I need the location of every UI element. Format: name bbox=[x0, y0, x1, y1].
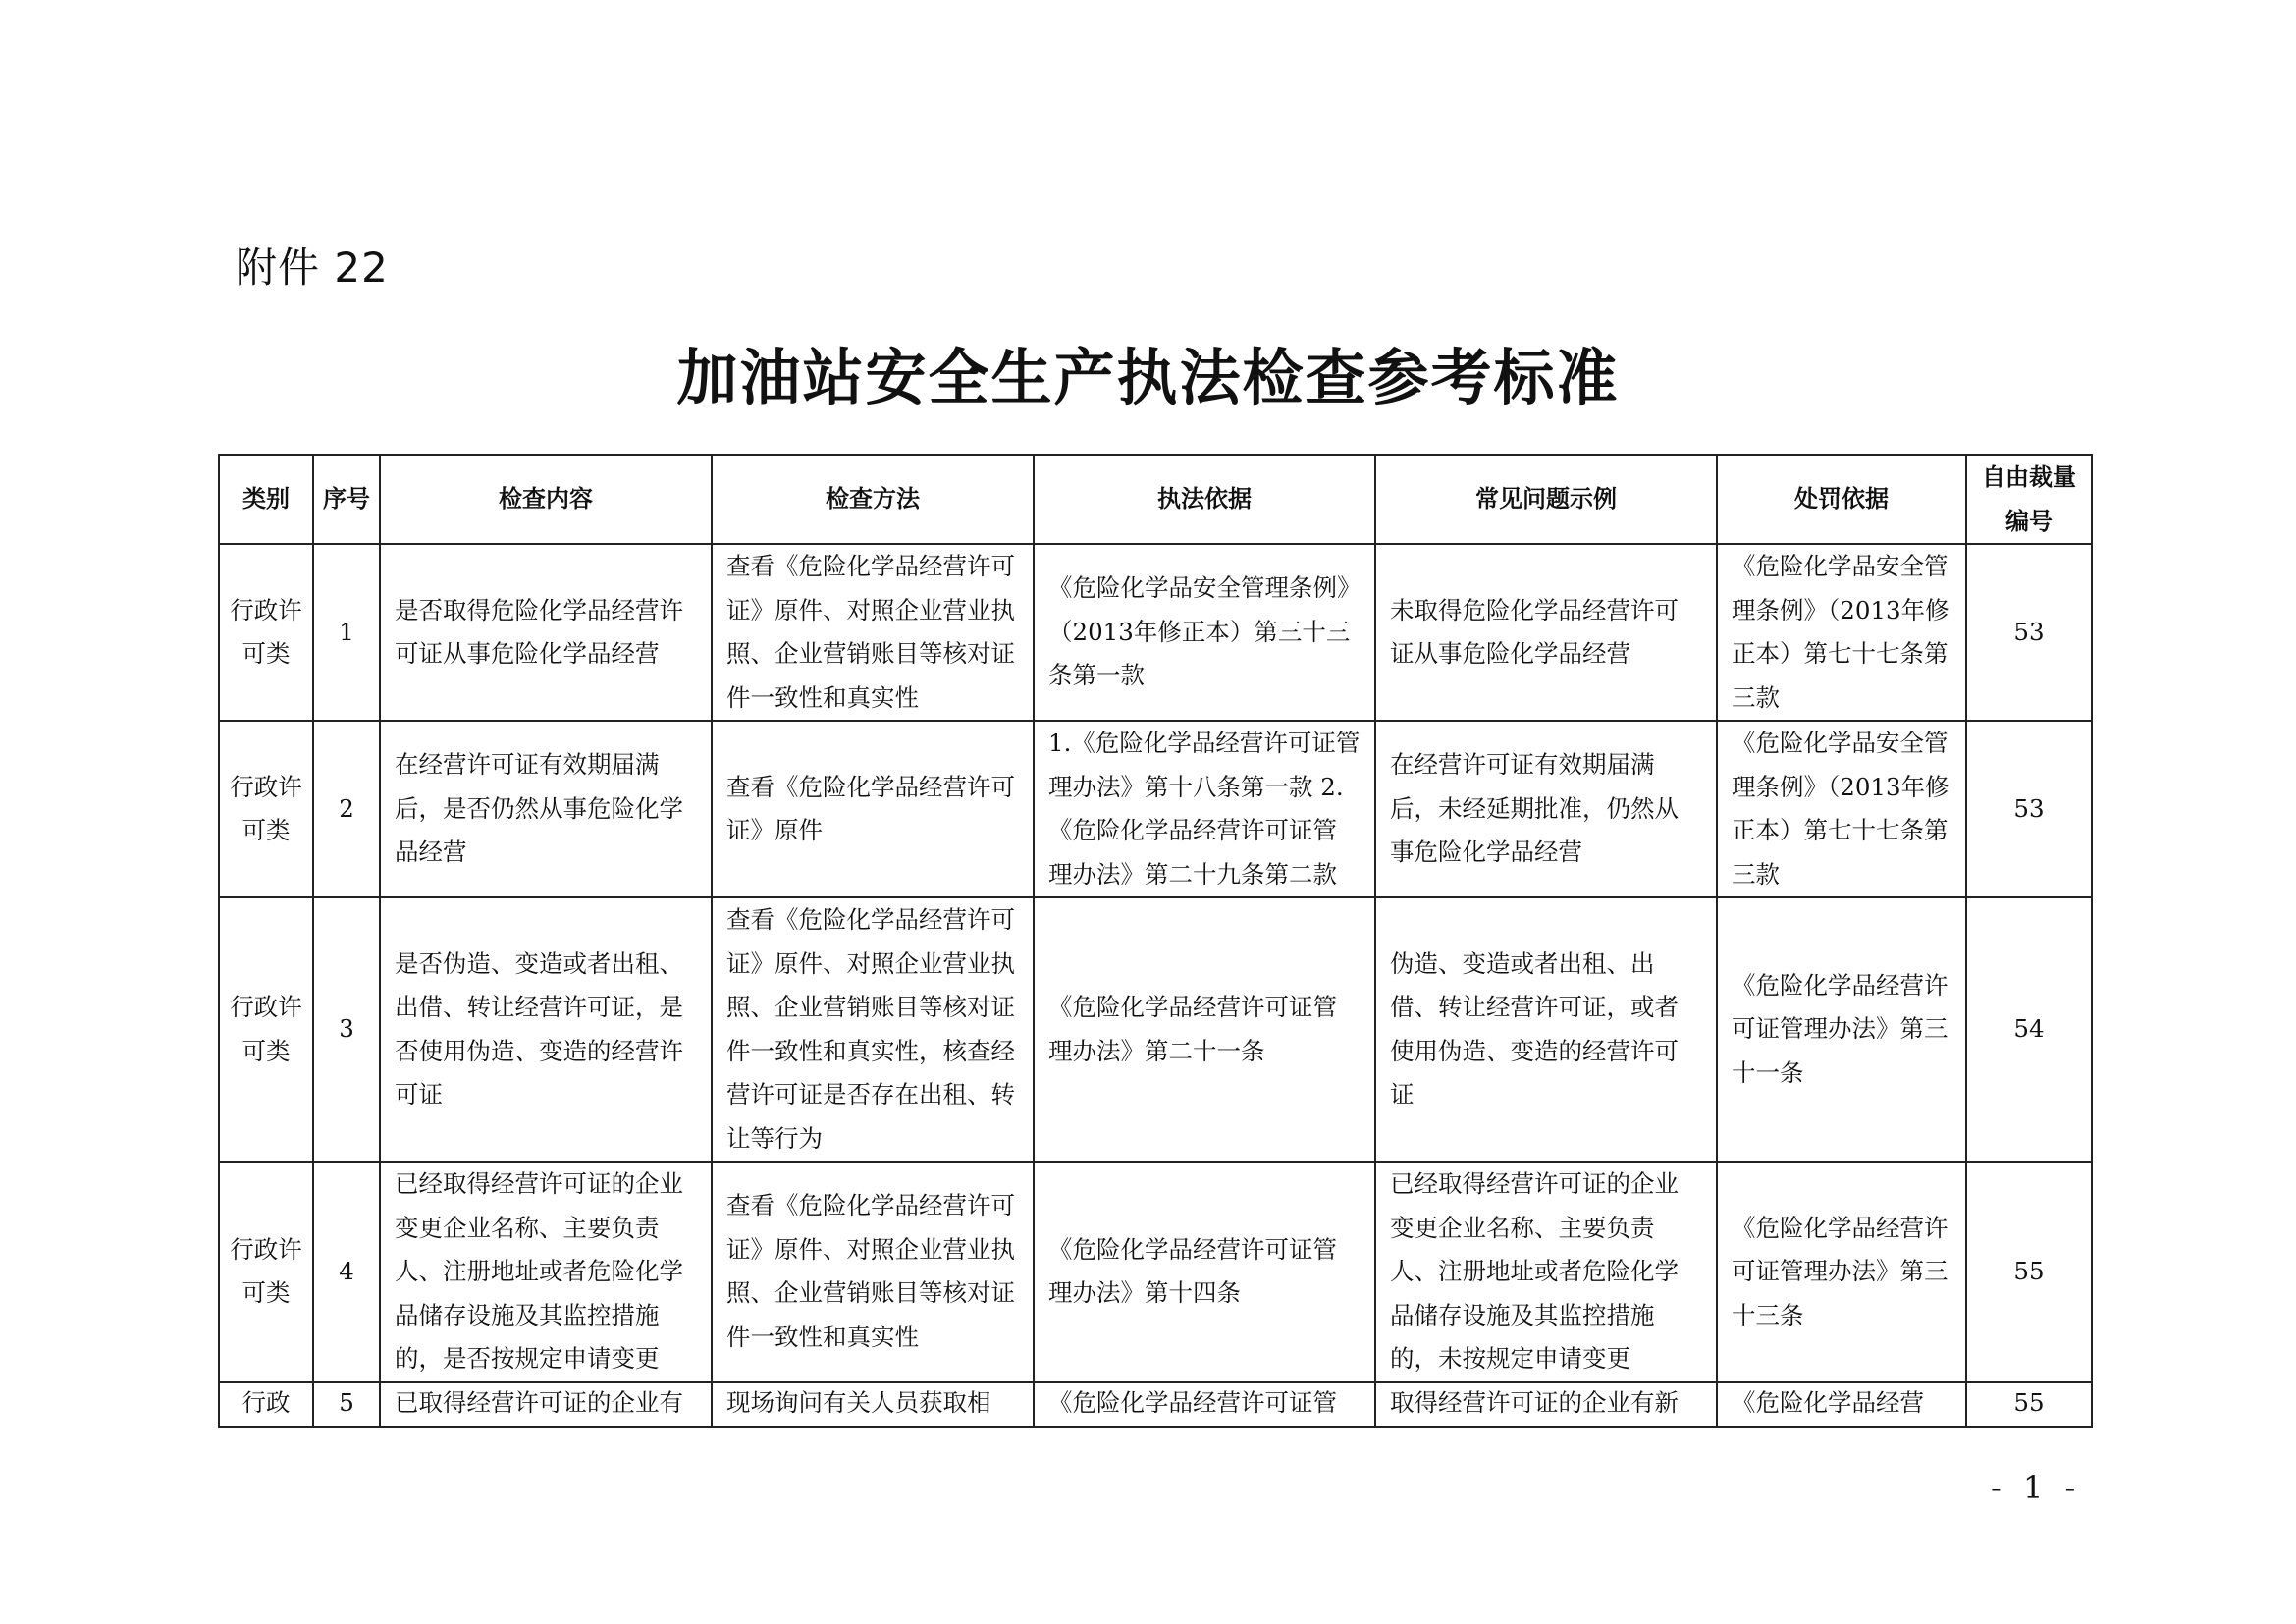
cell-code: 55 bbox=[1966, 1162, 2092, 1382]
cell-category: 行政许可类 bbox=[219, 1162, 313, 1382]
column-header-code: 自由裁量编号 bbox=[1966, 455, 2092, 544]
cell-category: 行政 bbox=[219, 1382, 313, 1427]
cell-problem: 在经营许可证有效期届满后，未经延期批准，仍然从事危险化学品经营 bbox=[1375, 721, 1717, 897]
page-title: 加油站安全生产执法检查参考标准 bbox=[676, 342, 1620, 413]
cell-category: 行政许可类 bbox=[219, 897, 313, 1162]
column-header-problem: 常见问题示例 bbox=[1375, 455, 1717, 544]
cell-content: 是否伪造、变造或者出租、出借、转让经营许可证，是否使用伪造、变造的经营许可证 bbox=[380, 897, 712, 1162]
cell-method: 现场询问有关人员获取相 bbox=[712, 1382, 1034, 1427]
cell-no: 1 bbox=[313, 544, 380, 721]
table-row bbox=[219, 1162, 2092, 1382]
cell-basis: 《危险化学品安全管理条例》（2013年修正本）第三十三条第一款 bbox=[1034, 544, 1375, 721]
cell-basis: 《危险化学品经营许可证管 bbox=[1034, 1382, 1375, 1427]
cell-category: 行政许可类 bbox=[219, 721, 313, 897]
cell-penalty: 《危险化学品经营许可证管理办法》第三十一条 bbox=[1717, 897, 1966, 1162]
cell-content: 已经取得经营许可证的企业变更企业名称、主要负责人、注册地址或者危险化学品储存设施及其监控措施的，是否按规定申请变更 bbox=[380, 1162, 712, 1382]
column-header-no: 序号 bbox=[313, 455, 380, 544]
cell-category: 行政许可类 bbox=[219, 544, 313, 721]
cell-penalty: 《危险化学品经营 bbox=[1717, 1382, 1966, 1427]
cell-method: 查看《危险化学品经营许可证》原件、对照企业营业执照、企业营销账目等核对证件一致性和真实性 bbox=[712, 544, 1034, 721]
cell-no: 3 bbox=[313, 897, 380, 1162]
column-header-category: 类别 bbox=[219, 455, 313, 544]
cell-code: 54 bbox=[1966, 897, 2092, 1162]
table-row bbox=[219, 721, 2092, 897]
table-row bbox=[219, 897, 2092, 1162]
cell-content: 是否取得危险化学品经营许可证从事危险化学品经营 bbox=[380, 544, 712, 721]
table-row bbox=[219, 1382, 2092, 1427]
cell-no: 2 bbox=[313, 721, 380, 897]
cell-basis: 《危险化学品经营许可证管理办法》第二十一条 bbox=[1034, 897, 1375, 1162]
cell-code: 55 bbox=[1966, 1382, 2092, 1427]
cell-penalty: 《危险化学品安全管理条例》（2013年修正本）第七十七条第三款 bbox=[1717, 721, 1966, 897]
cell-problem: 取得经营许可证的企业有新 bbox=[1375, 1382, 1717, 1427]
column-header-basis: 执法依据 bbox=[1034, 455, 1375, 544]
cell-penalty: 《危险化学品安全管理条例》（2013年修正本）第七十七条第三款 bbox=[1717, 544, 1966, 721]
cell-problem: 伪造、变造或者出租、出借、转让经营许可证，或者使用伪造、变造的经营许可证 bbox=[1375, 897, 1717, 1162]
cell-code: 53 bbox=[1966, 544, 2092, 721]
cell-method: 查看《危险化学品经营许可证》原件、对照企业营业执照、企业营销账目等核对证件一致性和真实性 bbox=[712, 1162, 1034, 1382]
cell-method: 查看《危险化学品经营许可证》原件 bbox=[712, 721, 1034, 897]
table-row bbox=[219, 544, 2092, 721]
column-header-content: 检查内容 bbox=[380, 455, 712, 544]
cell-no: 4 bbox=[313, 1162, 380, 1382]
column-header-penalty: 处罚依据 bbox=[1717, 455, 1966, 544]
cell-basis: 1.《危险化学品经营许可证管理办法》第十八条第一款 2.《危险化学品经营许可证管理办法》第二十九条第二款 bbox=[1034, 721, 1375, 897]
table-header-row bbox=[219, 455, 2092, 544]
cell-content: 在经营许可证有效期届满后，是否仍然从事危险化学品经营 bbox=[380, 721, 712, 897]
column-header-method: 检查方法 bbox=[712, 455, 1034, 544]
cell-problem: 未取得危险化学品经营许可证从事危险化学品经营 bbox=[1375, 544, 1717, 721]
cell-basis: 《危险化学品经营许可证管理办法》第十四条 bbox=[1034, 1162, 1375, 1382]
cell-problem: 已经取得经营许可证的企业变更企业名称、主要负责人、注册地址或者危险化学品储存设施及其监控措施的，未按规定申请变更 bbox=[1375, 1162, 1717, 1382]
cell-penalty: 《危险化学品经营许可证管理办法》第三十三条 bbox=[1717, 1162, 1966, 1382]
cell-method: 查看《危险化学品经营许可证》原件、对照企业营业执照、企业营销账目等核对证件一致性和真实性，核查经营许可证是否存在出租、转让等行为 bbox=[712, 897, 1034, 1162]
cell-content: 已取得经营许可证的企业有 bbox=[380, 1382, 712, 1427]
page-number: - 1 - bbox=[1991, 1469, 2082, 1506]
cell-code: 53 bbox=[1966, 721, 2092, 897]
attachment-label: 附件 22 bbox=[236, 244, 389, 292]
cell-no: 5 bbox=[313, 1382, 380, 1427]
inspection-standards-table bbox=[218, 454, 2093, 1428]
